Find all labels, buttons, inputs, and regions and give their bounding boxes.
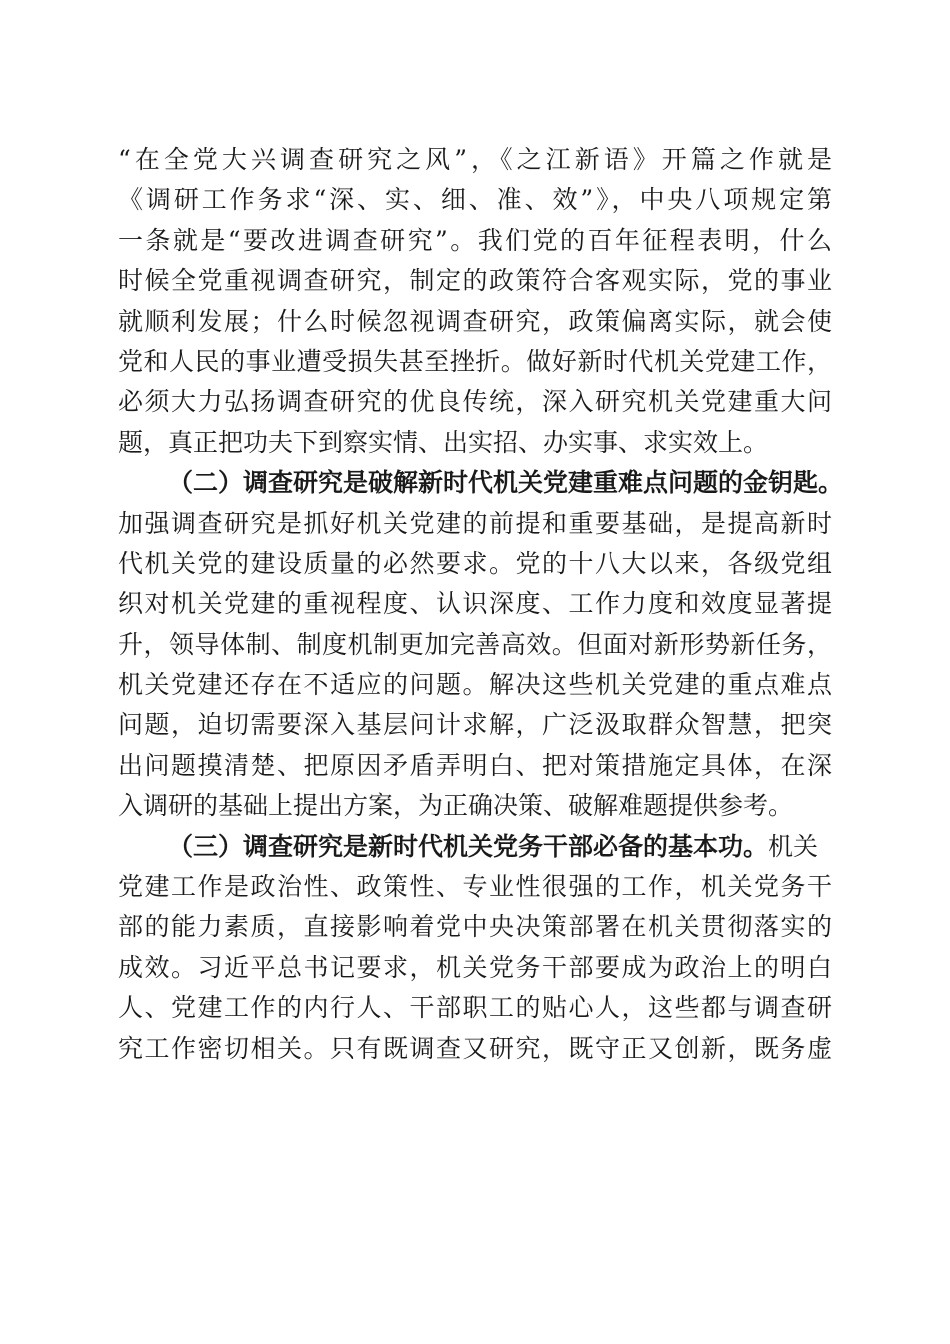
paragraph-1-line-7: 必须大力弘扬调查研究的优良传统，深入研究机关党建重大问 — [118, 387, 832, 417]
paragraph-1-line-8: 题，真正把功夫下到察实情、出实招、办实事、求实效上。 — [118, 427, 769, 457]
paragraph-2-line-7: 出问题摸清楚、把原因矛盾弄明白、把对策措施定具体，在深 — [118, 750, 832, 780]
paragraph-1-line-1: “在全党大兴调查研究之风”，《之江新语》开篇之作就是 — [118, 145, 832, 174]
paragraph-1-line-4: 时候全党重视调查研究，制定的政策符合客观实际，党的事业 — [118, 266, 832, 296]
section-3-heading-tail: 机关 — [768, 831, 819, 861]
paragraph-2-line-2: 代机关党的建设质量的必然要求。党的十八大以来，各级党组 — [118, 548, 832, 578]
paragraph-2-line-8: 入调研的基础上提出方案，为正确决策、破解难题提供参考。 — [118, 791, 794, 821]
section-2-heading: （二）调查研究是破解新时代机关党建重难点问题的金钥匙。 — [168, 468, 844, 498]
paragraph-2-line-4: 升，领导体制、制度机制更加完善高效。但面对新形势新任务， — [118, 629, 832, 659]
paragraph-2-line-6: 问题，迫切需要深入基层问计求解，广泛汲取群众智慧，把突 — [118, 710, 832, 740]
paragraph-1-line-2: 《调研工作务求“深、实、细、准、效”》，中央八项规定第 — [118, 185, 832, 215]
section-3-heading-line — [118, 827, 832, 867]
paragraph-3-line-3: 成效。习近平总书记要求，机关党务干部要成为政治上的明白 — [118, 952, 832, 982]
paragraph-2-line-1: 加强调查研究是抓好机关党建的前提和重要基础，是提高新时 — [118, 508, 832, 538]
section-3-heading: （三）调查研究是新时代机关党务干部必备的基本功。 — [168, 831, 769, 861]
paragraph-2-line-3: 织对机关党建的重视程度、认识深度、工作力度和效度显著提 — [118, 589, 832, 619]
paragraph-1-line-3: 一条就是“要改进调查研究”。我们党的百年征程表明，什么 — [118, 225, 832, 255]
paragraph-3-line-5: 究工作密切相关。只有既调查又研究，既守正又创新，既务虚 — [118, 1033, 832, 1063]
paragraph-2-line-5: 机关党建还存在不适应的问题。解决这些机关党建的重点难点 — [118, 670, 832, 700]
paragraph-3-line-4: 人、党建工作的内行人、干部职工的贴心人，这些都与调查研 — [118, 993, 832, 1023]
document-body — [118, 140, 844, 1069]
paragraph-3-line-1: 党建工作是政治性、政策性、专业性很强的工作，机关党务干 — [118, 872, 832, 902]
paragraph-1-line-5: 就顺利发展；什么时候忽视调查研究，政策偏离实际，就会使 — [118, 306, 832, 336]
paragraph-3-line-2: 部的能力素质，直接影响着党中央决策部署在机关贯彻落实的 — [118, 912, 832, 942]
paragraph-1-line-6: 党和人民的事业遭受损失甚至挫折。做好新时代机关党建工作， — [118, 346, 832, 376]
